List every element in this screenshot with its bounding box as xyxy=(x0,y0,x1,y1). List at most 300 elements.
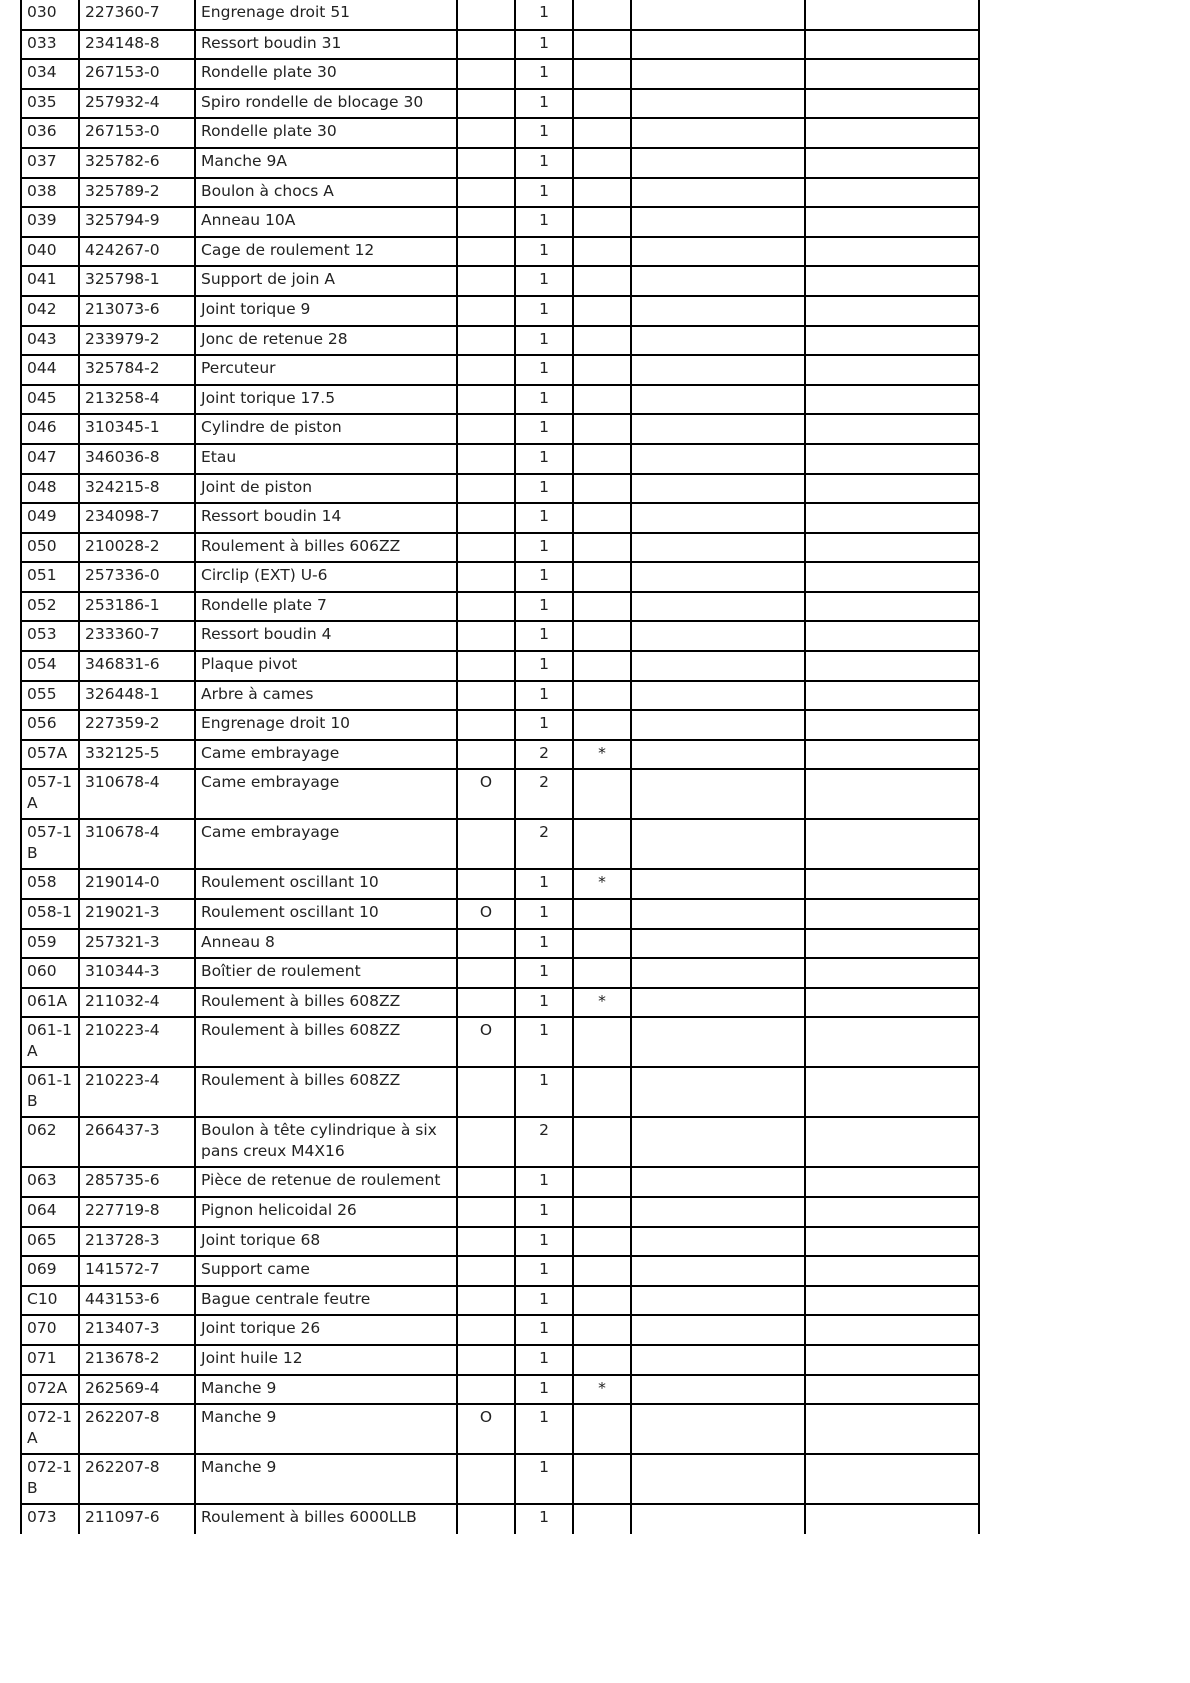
item-number-cell: 057-1B xyxy=(21,819,79,869)
part-number-cell: 213728-3 xyxy=(79,1227,195,1257)
note-cell xyxy=(573,444,631,474)
item-number-cell: 042 xyxy=(21,296,79,326)
part-number-cell: 234148-8 xyxy=(79,30,195,60)
note-cell xyxy=(573,0,631,30)
blank-cell xyxy=(805,958,979,988)
symbol-cell: O xyxy=(457,899,515,929)
symbol-cell xyxy=(457,89,515,119)
table-row xyxy=(21,1067,979,1117)
description-cell: Ressort boudin 31 xyxy=(195,30,457,60)
table-row xyxy=(21,988,979,1018)
symbol-cell xyxy=(457,503,515,533)
item-number-cell: 061-1B xyxy=(21,1067,79,1117)
description-cell: Came embrayage xyxy=(195,769,457,819)
description-cell: Roulement à billes 608ZZ xyxy=(195,1067,457,1117)
table-row xyxy=(21,533,979,563)
part-number-cell: 443153-6 xyxy=(79,1286,195,1316)
blank-cell xyxy=(805,1197,979,1227)
symbol-cell xyxy=(457,326,515,356)
blank-cell xyxy=(805,385,979,415)
table-row xyxy=(21,237,979,267)
description-cell: Roulement à billes 608ZZ xyxy=(195,988,457,1018)
table-row xyxy=(21,1256,979,1286)
blank-cell xyxy=(805,444,979,474)
quantity-cell: 1 xyxy=(515,1067,573,1117)
blank-cell xyxy=(805,1117,979,1167)
quantity-cell: 1 xyxy=(515,59,573,89)
note-cell xyxy=(573,562,631,592)
table-row xyxy=(21,0,979,30)
quantity-cell: 1 xyxy=(515,474,573,504)
item-number-cell: 039 xyxy=(21,207,79,237)
symbol-cell xyxy=(457,710,515,740)
description-cell: Boîtier de roulement xyxy=(195,958,457,988)
quantity-cell: 1 xyxy=(515,988,573,1018)
description-cell: Cylindre de piston xyxy=(195,414,457,444)
part-number-cell: 257336-0 xyxy=(79,562,195,592)
symbol-cell xyxy=(457,1345,515,1375)
table-row xyxy=(21,769,979,819)
quantity-cell: 1 xyxy=(515,929,573,959)
symbol-cell xyxy=(457,355,515,385)
note-cell xyxy=(573,355,631,385)
item-number-cell: 065 xyxy=(21,1227,79,1257)
symbol-cell xyxy=(457,1117,515,1167)
quantity-cell: 1 xyxy=(515,503,573,533)
symbol-cell xyxy=(457,237,515,267)
item-number-cell: 069 xyxy=(21,1256,79,1286)
symbol-cell xyxy=(457,1067,515,1117)
note-cell xyxy=(573,533,631,563)
item-number-cell: 040 xyxy=(21,237,79,267)
table-row xyxy=(21,1315,979,1345)
blank-cell xyxy=(805,1227,979,1257)
part-number-cell: 227719-8 xyxy=(79,1197,195,1227)
item-number-cell: 051 xyxy=(21,562,79,592)
blank-cell xyxy=(805,266,979,296)
quantity-cell: 1 xyxy=(515,562,573,592)
part-number-cell: 210028-2 xyxy=(79,533,195,563)
table-row xyxy=(21,681,979,711)
table-row xyxy=(21,148,979,178)
quantity-cell: 1 xyxy=(515,1504,573,1534)
blank-cell xyxy=(805,118,979,148)
blank-cell xyxy=(631,533,805,563)
description-cell: Spiro rondelle de blocage 30 xyxy=(195,89,457,119)
blank-cell xyxy=(805,474,979,504)
item-number-cell: 052 xyxy=(21,592,79,622)
blank-cell xyxy=(631,178,805,208)
item-number-cell: 045 xyxy=(21,385,79,415)
symbol-cell xyxy=(457,59,515,89)
description-cell: Support came xyxy=(195,1256,457,1286)
note-cell xyxy=(573,1315,631,1345)
quantity-cell: 1 xyxy=(515,266,573,296)
description-cell: Arbre à cames xyxy=(195,681,457,711)
symbol-cell xyxy=(457,1256,515,1286)
symbol-cell xyxy=(457,562,515,592)
part-number-cell: 262569-4 xyxy=(79,1375,195,1405)
note-cell xyxy=(573,474,631,504)
symbol-cell xyxy=(457,148,515,178)
description-cell: Support de join A xyxy=(195,266,457,296)
description-cell: Ressort boudin 4 xyxy=(195,621,457,651)
symbol-cell xyxy=(457,740,515,770)
note-cell xyxy=(573,592,631,622)
item-number-cell: 072-1B xyxy=(21,1454,79,1504)
description-cell: Roulement oscillant 10 xyxy=(195,899,457,929)
blank-cell xyxy=(631,148,805,178)
part-number-cell: 213258-4 xyxy=(79,385,195,415)
item-number-cell: 057A xyxy=(21,740,79,770)
item-number-cell: 061-1A xyxy=(21,1017,79,1067)
quantity-cell: 1 xyxy=(515,148,573,178)
note-cell xyxy=(573,207,631,237)
blank-cell xyxy=(631,1017,805,1067)
blank-cell xyxy=(631,355,805,385)
item-number-cell: 072-1A xyxy=(21,1404,79,1454)
symbol-cell xyxy=(457,533,515,563)
symbol-cell xyxy=(457,266,515,296)
quantity-cell: 1 xyxy=(515,178,573,208)
part-number-cell: 310678-4 xyxy=(79,819,195,869)
note-cell xyxy=(573,899,631,929)
item-number-cell: 043 xyxy=(21,326,79,356)
item-number-cell: 038 xyxy=(21,178,79,208)
blank-cell xyxy=(631,869,805,899)
blank-cell xyxy=(805,30,979,60)
table-row xyxy=(21,929,979,959)
quantity-cell: 1 xyxy=(515,869,573,899)
blank-cell xyxy=(805,533,979,563)
quantity-cell: 1 xyxy=(515,30,573,60)
symbol-cell xyxy=(457,1375,515,1405)
part-number-cell: 234098-7 xyxy=(79,503,195,533)
description-cell: Roulement à billes 6000LLB xyxy=(195,1504,457,1534)
note-cell xyxy=(573,1167,631,1197)
blank-cell xyxy=(805,988,979,1018)
description-cell: Rondelle plate 30 xyxy=(195,59,457,89)
item-number-cell: 037 xyxy=(21,148,79,178)
blank-cell xyxy=(631,899,805,929)
note-cell xyxy=(573,89,631,119)
description-cell: Joint torique 26 xyxy=(195,1315,457,1345)
symbol-cell xyxy=(457,474,515,504)
blank-cell xyxy=(805,1256,979,1286)
symbol-cell xyxy=(457,681,515,711)
item-number-cell: 036 xyxy=(21,118,79,148)
note-cell xyxy=(573,1117,631,1167)
note-cell xyxy=(573,30,631,60)
symbol-cell: O xyxy=(457,1404,515,1454)
blank-cell xyxy=(805,1504,979,1534)
part-number-cell: 346831-6 xyxy=(79,651,195,681)
note-cell xyxy=(573,503,631,533)
blank-cell xyxy=(805,681,979,711)
description-cell: Joint de piston xyxy=(195,474,457,504)
blank-cell xyxy=(631,740,805,770)
blank-cell xyxy=(631,89,805,119)
item-number-cell: 058 xyxy=(21,869,79,899)
table-row xyxy=(21,1017,979,1067)
item-number-cell: 071 xyxy=(21,1345,79,1375)
symbol-cell: O xyxy=(457,769,515,819)
item-number-cell: 055 xyxy=(21,681,79,711)
part-number-cell: 325782-6 xyxy=(79,148,195,178)
table-row xyxy=(21,296,979,326)
symbol-cell xyxy=(457,869,515,899)
blank-cell xyxy=(631,237,805,267)
description-cell: Circlip (EXT) U-6 xyxy=(195,562,457,592)
table-row xyxy=(21,740,979,770)
quantity-cell: 1 xyxy=(515,326,573,356)
blank-cell xyxy=(631,326,805,356)
part-number-cell: 233360-7 xyxy=(79,621,195,651)
note-cell xyxy=(573,1197,631,1227)
symbol-cell xyxy=(457,1227,515,1257)
blank-cell xyxy=(805,355,979,385)
symbol-cell xyxy=(457,958,515,988)
part-number-cell: 325798-1 xyxy=(79,266,195,296)
table-row xyxy=(21,1286,979,1316)
part-number-cell: 213407-3 xyxy=(79,1315,195,1345)
note-cell xyxy=(573,958,631,988)
symbol-cell xyxy=(457,1286,515,1316)
quantity-cell: 1 xyxy=(515,899,573,929)
symbol-cell xyxy=(457,178,515,208)
blank-cell xyxy=(631,1227,805,1257)
blank-cell xyxy=(631,710,805,740)
blank-cell xyxy=(805,562,979,592)
description-cell: Came embrayage xyxy=(195,740,457,770)
blank-cell xyxy=(805,237,979,267)
symbol-cell xyxy=(457,296,515,326)
blank-cell xyxy=(631,1454,805,1504)
blank-cell xyxy=(805,296,979,326)
quantity-cell: 1 xyxy=(515,1286,573,1316)
blank-cell xyxy=(805,326,979,356)
part-number-cell: 262207-8 xyxy=(79,1404,195,1454)
part-number-cell: 141572-7 xyxy=(79,1256,195,1286)
note-cell xyxy=(573,1454,631,1504)
note-cell xyxy=(573,414,631,444)
blank-cell xyxy=(631,30,805,60)
symbol-cell xyxy=(457,1504,515,1534)
quantity-cell: 1 xyxy=(515,444,573,474)
description-cell: Percuteur xyxy=(195,355,457,385)
blank-cell xyxy=(805,1404,979,1454)
note-cell xyxy=(573,681,631,711)
blank-cell xyxy=(631,1404,805,1454)
blank-cell xyxy=(805,1375,979,1405)
quantity-cell: 1 xyxy=(515,355,573,385)
blank-cell xyxy=(631,414,805,444)
item-number-cell: 061A xyxy=(21,988,79,1018)
blank-cell xyxy=(805,59,979,89)
part-number-cell: 310344-3 xyxy=(79,958,195,988)
blank-cell xyxy=(805,651,979,681)
note-cell xyxy=(573,1067,631,1117)
blank-cell xyxy=(631,207,805,237)
item-number-cell: 033 xyxy=(21,30,79,60)
note-cell xyxy=(573,296,631,326)
symbol-cell xyxy=(457,621,515,651)
description-cell: Engrenage droit 10 xyxy=(195,710,457,740)
description-cell: Roulement à billes 606ZZ xyxy=(195,533,457,563)
table-row xyxy=(21,651,979,681)
description-cell: Plaque pivot xyxy=(195,651,457,681)
item-number-cell: 049 xyxy=(21,503,79,533)
blank-cell xyxy=(805,89,979,119)
blank-cell xyxy=(805,0,979,30)
description-cell: Boulon à tête cylindrique à six pans creux M4X16 xyxy=(195,1117,457,1167)
item-number-cell: 070 xyxy=(21,1315,79,1345)
item-number-cell: 062 xyxy=(21,1117,79,1167)
table-row xyxy=(21,899,979,929)
quantity-cell: 2 xyxy=(515,769,573,819)
part-number-cell: 262207-8 xyxy=(79,1454,195,1504)
item-number-cell: 047 xyxy=(21,444,79,474)
quantity-cell: 2 xyxy=(515,740,573,770)
quantity-cell: 1 xyxy=(515,385,573,415)
blank-cell xyxy=(631,385,805,415)
description-cell: Roulement à billes 608ZZ xyxy=(195,1017,457,1067)
table-row xyxy=(21,710,979,740)
table-row xyxy=(21,355,979,385)
part-number-cell: 253186-1 xyxy=(79,592,195,622)
blank-cell xyxy=(631,296,805,326)
table-row xyxy=(21,503,979,533)
description-cell: Joint torique 68 xyxy=(195,1227,457,1257)
blank-cell xyxy=(805,1017,979,1067)
parts-table-body xyxy=(21,0,979,1534)
note-cell: * xyxy=(573,988,631,1018)
table-row xyxy=(21,1197,979,1227)
blank-cell xyxy=(631,1197,805,1227)
quantity-cell: 1 xyxy=(515,1454,573,1504)
symbol-cell xyxy=(457,819,515,869)
part-number-cell: 324215-8 xyxy=(79,474,195,504)
note-cell xyxy=(573,1404,631,1454)
table-row xyxy=(21,1167,979,1197)
note-cell xyxy=(573,651,631,681)
note-cell xyxy=(573,148,631,178)
quantity-cell: 2 xyxy=(515,1117,573,1167)
part-number-cell: 266437-3 xyxy=(79,1117,195,1167)
table-row xyxy=(21,869,979,899)
note-cell: * xyxy=(573,740,631,770)
quantity-cell: 2 xyxy=(515,819,573,869)
item-number-cell: 072A xyxy=(21,1375,79,1405)
note-cell xyxy=(573,118,631,148)
description-cell: Anneau 8 xyxy=(195,929,457,959)
blank-cell xyxy=(805,740,979,770)
table-row xyxy=(21,178,979,208)
note-cell xyxy=(573,326,631,356)
quantity-cell: 1 xyxy=(515,1404,573,1454)
item-number-cell: 053 xyxy=(21,621,79,651)
item-number-cell: 050 xyxy=(21,533,79,563)
blank-cell xyxy=(631,1375,805,1405)
part-number-cell: 332125-5 xyxy=(79,740,195,770)
note-cell xyxy=(573,769,631,819)
part-number-cell: 325794-9 xyxy=(79,207,195,237)
item-number-cell: 035 xyxy=(21,89,79,119)
blank-cell xyxy=(805,819,979,869)
item-number-cell: 041 xyxy=(21,266,79,296)
blank-cell xyxy=(631,621,805,651)
blank-cell xyxy=(631,819,805,869)
quantity-cell: 1 xyxy=(515,296,573,326)
blank-cell xyxy=(805,1454,979,1504)
part-number-cell: 325789-2 xyxy=(79,178,195,208)
description-cell: Pignon helicoidal 26 xyxy=(195,1197,457,1227)
note-cell xyxy=(573,1504,631,1534)
blank-cell xyxy=(631,1117,805,1167)
symbol-cell xyxy=(457,651,515,681)
description-cell: Pièce de retenue de roulement xyxy=(195,1167,457,1197)
blank-cell xyxy=(631,929,805,959)
symbol-cell xyxy=(457,0,515,30)
note-cell xyxy=(573,178,631,208)
description-cell: Rondelle plate 30 xyxy=(195,118,457,148)
blank-cell xyxy=(631,958,805,988)
quantity-cell: 1 xyxy=(515,1227,573,1257)
symbol-cell xyxy=(457,118,515,148)
table-row xyxy=(21,30,979,60)
description-cell: Boulon à chocs A xyxy=(195,178,457,208)
symbol-cell xyxy=(457,988,515,1018)
table-row xyxy=(21,1454,979,1504)
table-row xyxy=(21,326,979,356)
table-row xyxy=(21,89,979,119)
description-cell: Jonc de retenue 28 xyxy=(195,326,457,356)
description-cell: Joint torique 9 xyxy=(195,296,457,326)
note-cell xyxy=(573,710,631,740)
symbol-cell xyxy=(457,592,515,622)
table-row xyxy=(21,1504,979,1534)
blank-cell xyxy=(631,1286,805,1316)
part-number-cell: 211097-6 xyxy=(79,1504,195,1534)
item-number-cell: 044 xyxy=(21,355,79,385)
description-cell: Rondelle plate 7 xyxy=(195,592,457,622)
item-number-cell: C10 xyxy=(21,1286,79,1316)
table-row xyxy=(21,819,979,869)
symbol-cell xyxy=(457,929,515,959)
table-row xyxy=(21,118,979,148)
quantity-cell: 1 xyxy=(515,592,573,622)
table-row xyxy=(21,385,979,415)
symbol-cell xyxy=(457,30,515,60)
description-cell: Bague centrale feutre xyxy=(195,1286,457,1316)
note-cell xyxy=(573,929,631,959)
item-number-cell: 030 xyxy=(21,0,79,30)
symbol-cell: O xyxy=(457,1017,515,1067)
part-number-cell: 257321-3 xyxy=(79,929,195,959)
item-number-cell: 058-1 xyxy=(21,899,79,929)
description-cell: Etau xyxy=(195,444,457,474)
part-number-cell: 325784-2 xyxy=(79,355,195,385)
blank-cell xyxy=(631,503,805,533)
description-cell: Manche 9 xyxy=(195,1375,457,1405)
table-row xyxy=(21,266,979,296)
part-number-cell: 267153-0 xyxy=(79,59,195,89)
blank-cell xyxy=(631,1067,805,1117)
blank-cell xyxy=(805,207,979,237)
blank-cell xyxy=(805,592,979,622)
quantity-cell: 1 xyxy=(515,621,573,651)
description-cell: Engrenage droit 51 xyxy=(195,0,457,30)
